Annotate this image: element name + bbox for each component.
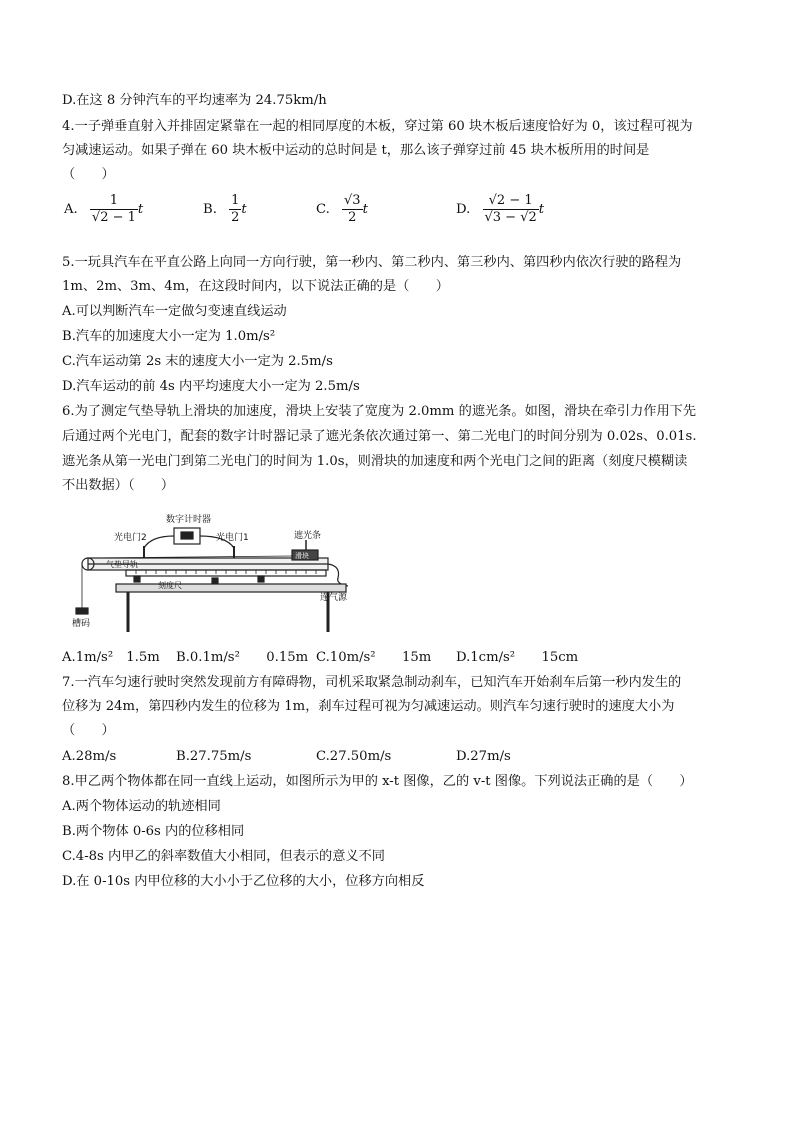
q4-option-c-fraction	[342, 193, 363, 226]
q4-option-d	[456, 193, 544, 243]
q4-option-a-fraction	[90, 193, 138, 226]
label-shutter: 遮光条	[294, 531, 322, 541]
q4-option-d-fraction	[483, 193, 539, 226]
q4-option-b-label: B.	[203, 202, 217, 217]
q4-option-a-denominator: √2 − 1	[91, 210, 136, 225]
rail-support-left	[134, 576, 140, 582]
label-air: 连气源	[320, 593, 348, 603]
q4-option-d-variable: t	[538, 202, 545, 217]
q4-option-b-denominator: 2	[231, 210, 240, 225]
q7-stem-line1: 7.一汽车匀速行驶时突然发现前方有障碍物，司机采取紧急制动刹车，已知汽车开始刹车后第一秒内发生的	[62, 675, 682, 690]
q8-option-d: D.在 0-10s 内甲位移的大小小于乙位移的大小，位移方向相反	[62, 874, 425, 889]
q7-option-a: A.28m/s	[62, 749, 117, 764]
q4-option-d-label: D.	[456, 202, 471, 217]
q7-stem-line2: 位移为 24m，第四秒内发生的位移为 1m，刹车过程可视为匀减速运动。则汽车匀速行驶时的速度大小为	[62, 699, 675, 714]
q5-option-d: D.汽车运动的前 4s 内平均速度大小一定为 2.5m/s	[62, 379, 360, 394]
hook-weight	[76, 608, 88, 614]
rail-support-mid	[212, 578, 218, 584]
q4-option-d-numerator: √2 − 1	[488, 193, 533, 208]
timer-wire-left	[144, 536, 174, 548]
q8-option-b: B.两个物体 0-6s 内的位移相同	[62, 824, 245, 839]
q6-stem-line1: 6.为了测定气垫导轨上滑块的加速度，滑块上安装了宽度为 2.0mm 的遮光条。如图，滑块在牵引力作用下先	[62, 404, 697, 419]
q5-option-b: B.汽车的加速度大小一定为 1.0m/s²	[62, 329, 276, 344]
q5-stem-line2: 1m、2m、3m、4m，在这段时间内，以下说法正确的是（ ）	[62, 279, 449, 294]
q4-stem-line2: 匀减速运动。如果子弹在 60 块木板中运动的总时间是 t，那么该子弹穿过前 45 块木板所用的时间是	[62, 143, 650, 158]
label-ruler: 刻度尺	[158, 581, 182, 590]
q6-stem-line4: 不出数据）（ ）	[62, 478, 175, 493]
q6-option-b: B.0.1m/s² 0.15m	[176, 650, 309, 665]
label-timer: 数字计时器	[166, 515, 212, 525]
label-gate1: 光电门1	[216, 533, 249, 543]
q4-option-c-denominator: 2	[342, 209, 363, 226]
q7-option-b: B.27.75m/s	[176, 749, 252, 764]
q4-option-c	[316, 193, 368, 243]
air-track-apparatus-figure	[66, 510, 366, 635]
label-rail: 气垫导轨	[106, 560, 138, 569]
q5-option-a: A.可以判断汽车一定做匀变速直线运动	[62, 304, 287, 319]
q3-option-d: D.在这 8 分钟汽车的平均速率为 24.75km/h	[62, 93, 327, 108]
q7-answer-paren: （ ）	[62, 723, 115, 738]
q8-option-a: A.两个物体运动的轨迹相同	[62, 799, 221, 814]
q8-stem-line1: 8.甲乙两个物体都在同一直线上运动，如图所示为甲的 x-t 图像，乙的 v-t 图像。下列说法正确的是（ ）	[62, 774, 693, 789]
q4-answer-paren: （ ）	[62, 167, 115, 182]
q4-option-b-numerator: 1	[231, 193, 240, 208]
label-weight: 槽码	[72, 619, 91, 629]
q7-option-d: D.27m/s	[456, 749, 511, 764]
q4-option-a-numerator: 1	[109, 193, 119, 208]
q6-stem-line3: 遮光条从第一光电门到第二光电门的时间为 1.0s，则滑块的加速度和两个光电门之间的距离（刻度尺模糊读	[62, 454, 688, 469]
q5-option-c: C.汽车运动第 2s 末的速度大小一定为 2.5m/s	[62, 354, 333, 369]
q7-option-c: C.27.50m/s	[316, 749, 392, 764]
q6-stem-line2: 后通过两个光电门，配套的数字计时器记录了遮光条依次通过第一、第二光电门的时间分别为 0.02s、0.01s.	[62, 429, 697, 444]
q4-option-d-denominator: √3 − √2	[484, 210, 537, 225]
q6-option-a: A.1m/s² 1.5m	[62, 650, 160, 665]
q4-option-a	[64, 193, 143, 243]
rail-support-right	[258, 576, 264, 582]
q4-option-b	[203, 193, 247, 243]
q4-option-a-label: A.	[64, 202, 78, 217]
q4-option-c-variable: t	[362, 202, 368, 217]
q6-option-c: C.10m/s² 15m	[316, 650, 432, 665]
q5-stem-line1: 5.一玩具汽车在平直公路上向同一方向行驶，第一秒内、第二秒内、第三秒内、第四秒内依次行驶的路程为	[62, 255, 682, 270]
label-slider: 滑块	[295, 552, 309, 560]
q4-stem-line1: 4.一子弹垂直射入并排固定紧靠在一起的相同厚度的木板，穿过第 60 块木板后速度恰好为 0，该过程可视为	[62, 119, 693, 134]
table-top	[116, 584, 346, 592]
timer-display	[181, 532, 193, 539]
q4-option-c-label: C.	[316, 202, 330, 217]
q4-option-c-numerator: √3	[344, 193, 361, 208]
q6-option-d: D.1cm/s² 15cm	[456, 650, 579, 665]
q4-option-b-variable: t	[241, 202, 247, 217]
q8-option-c: C.4-8s 内甲乙的斜率数值大小相同，但表示的意义不同	[62, 849, 385, 864]
air-hose	[328, 564, 348, 586]
q4-option-a-variable: t	[137, 202, 144, 217]
q4-option-b-fraction	[229, 193, 241, 226]
label-gate2: 光电门2	[114, 533, 147, 543]
